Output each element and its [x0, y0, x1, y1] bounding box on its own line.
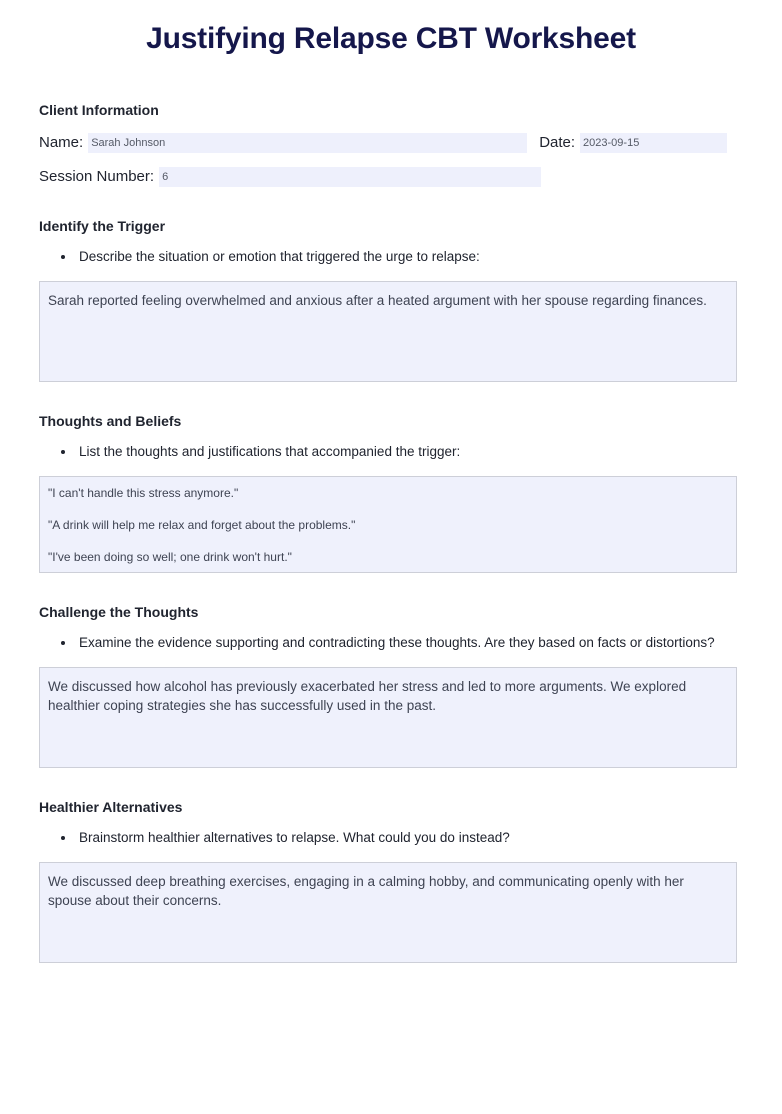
prompt-list-challenge-the-thoughts	[39, 633, 743, 653]
section-heading-challenge-the-thoughts: Challenge the Thoughts	[39, 604, 199, 620]
session-number-input[interactable]: 6	[159, 167, 541, 187]
prompt-list-thoughts-and-beliefs	[39, 442, 743, 462]
prompt-list-identify-the-trigger	[39, 247, 743, 267]
prompt-list-healthier-alternatives	[39, 828, 743, 848]
thought-line: "I've been doing so well; one drink won't hurt."	[48, 550, 292, 564]
section-challenge-the-thoughts	[39, 604, 743, 768]
answer-input-thoughts-and-beliefs[interactable]	[39, 476, 737, 573]
name-label: Name:	[39, 134, 84, 151]
answer-input-identify-the-trigger[interactable]: Sarah reported feeling overwhelmed and anxious after a heated argument with her spouse regarding finances.	[39, 281, 737, 382]
thought-line: "I can't handle this stress anymore."	[48, 486, 239, 500]
client-information-section	[39, 102, 743, 187]
session-number-label: Session Number:	[39, 168, 155, 185]
name-date-row	[39, 133, 743, 153]
date-input[interactable]: 2023-09-15	[580, 133, 727, 153]
prompt-healthier-alternatives: Brainstorm healthier alternatives to relapse. What could you do instead?	[61, 828, 743, 848]
session-number-row	[39, 167, 743, 187]
section-identify-the-trigger	[39, 218, 743, 382]
prompt-identify-the-trigger: Describe the situation or emotion that triggered the urge to relapse:	[61, 247, 743, 267]
thought-line: "A drink will help me relax and forget about the problems."	[48, 518, 356, 532]
answer-input-healthier-alternatives[interactable]: We discussed deep breathing exercises, engaging in a calming hobby, and communicating openly with her spouse about their concerns.	[39, 862, 737, 963]
prompt-challenge-the-thoughts: Examine the evidence supporting and contradicting these thoughts. Are they based on facts or distortions?	[61, 633, 743, 653]
section-heading-thoughts-and-beliefs: Thoughts and Beliefs	[39, 413, 182, 429]
name-input[interactable]: Sarah Johnson	[88, 133, 527, 153]
answer-input-challenge-the-thoughts[interactable]: We discussed how alcohol has previously exacerbated her stress and led to more arguments. We explored healthier coping strategies she has successfully used in the past.	[39, 667, 737, 768]
section-heading-healthier-alternatives: Healthier Alternatives	[39, 799, 183, 815]
client-information-heading: Client Information	[39, 102, 159, 118]
prompt-thoughts-and-beliefs: List the thoughts and justifications that accompanied the trigger:	[61, 442, 743, 462]
section-thoughts-and-beliefs	[39, 413, 743, 573]
section-healthier-alternatives	[39, 799, 743, 963]
date-group	[539, 133, 727, 153]
page-title: Justifying Relapse CBT Worksheet	[146, 22, 636, 55]
date-label: Date:	[539, 134, 576, 151]
section-heading-identify-the-trigger: Identify the Trigger	[39, 218, 166, 234]
